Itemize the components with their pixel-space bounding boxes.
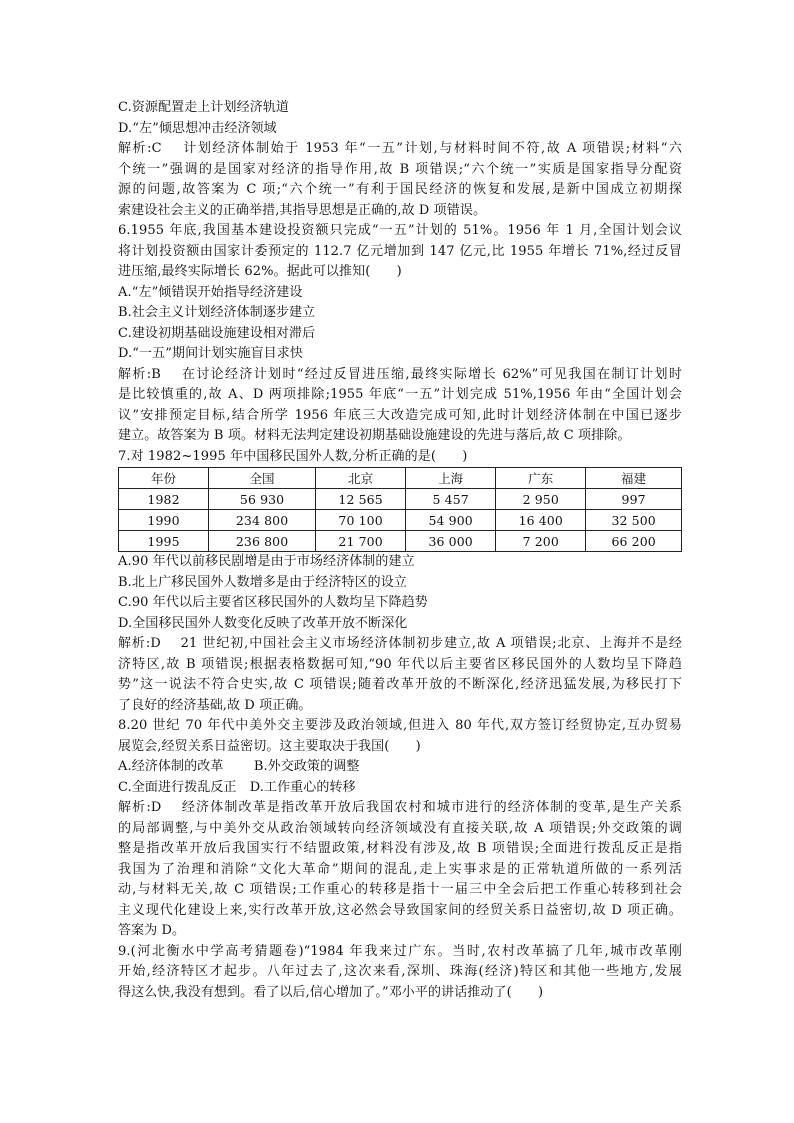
- q9-stem-line: 得这么快,我没有想到。看了以后,信心增加了。”邓小平的讲话推动了( ): [118, 984, 544, 1000]
- table-row: [119, 510, 682, 531]
- question-7: [118, 447, 682, 717]
- table-cell: 5 457: [406, 489, 496, 510]
- q8-stem-line: 8.20 世纪 70 年代中美外交主要涉及政治领域,但进入 80 年代,双方签订经贸协定,互办贸易: [118, 718, 682, 733]
- table-cell: 7 200: [496, 531, 586, 552]
- question-5-tail: [118, 98, 682, 221]
- q5-analysis-line: 索建设社会主义的正确举措,其指导思想是正确的,故 D 项错误。: [118, 202, 487, 218]
- q9-stem-line: 9.(河北衡水中学高考猜题卷)“1984 年我来过广东。当时,农村改革搞了几年,城市改革刚: [118, 943, 682, 959]
- q8-analysis-line: 解析:D 经济体制改革是指改革开放后我国农村和城市进行的经济体制的变革,是生产关系: [118, 800, 682, 815]
- q7-stem: 7.对 1982~1995 年中国移民国外人数,分析正确的是( ): [118, 448, 468, 464]
- q6-analysis-line: 建立。故答案为 B 项。材料无法判定建设初期基础设施建设的先进与落后,故 C 项排除。: [118, 428, 631, 443]
- q6-analysis-line: 解析:B 在讨论经济计划时“经过反冒进压缩,最终实际增长 62%”可见我国在制订计划时: [118, 366, 682, 382]
- table-cell: 1982: [119, 489, 209, 510]
- table-cell: 70 100: [316, 510, 406, 531]
- table-cell: 21 700: [316, 531, 406, 552]
- q8-analysis-line: 动,与材料无关,故 C 项错误;工作重心的转移是指十一届三中全会后把工作重心转移到社会: [118, 882, 682, 897]
- q7-analysis-line: 势”这一说法不符合史实,故 C 项错误;随着改革开放的不断深化,经济迅猛发展,为移民打下: [118, 677, 682, 692]
- table-cell: 66 200: [586, 531, 682, 552]
- emigration-table: [118, 467, 682, 552]
- table-header-cell: 上海: [406, 468, 496, 489]
- q8-analysis-line: 整是指改革开放后我国实行不结盟政策,材料没有涉及,故 B 项错误;全面进行拨乱反正是指: [118, 841, 682, 856]
- table-header-cell: 北京: [316, 468, 406, 489]
- q6-stem-line: 将计划投资额由国家计委预定的 112.7 亿元增加到 147 亿元,比 1955 年增长 71%,经过反冒: [118, 243, 682, 259]
- q6-stem-line: 进压缩,最终实际增长 62%。据此可以推知( ): [118, 264, 402, 279]
- q9-stem-line: 开始,经济特区才起步。八年过去了,这次来看,深圳、珠海(经济)特区和其他一些地方,发展: [118, 964, 682, 979]
- q6-analysis-line: 是比较慎重的,故 A、D 两项排除;1955 年底“一五”计划完成 51%,1956 年由“全国计划会: [118, 387, 682, 402]
- question-8: [118, 716, 682, 942]
- q6-stem-line: 6.1955 年底,我国基本建设投资额只完成“一五”计划的 51%。1956 年 1 月,全国计划会议: [118, 223, 682, 238]
- table-cell: 32 500: [586, 510, 682, 531]
- q8-options-row: A.经济体制的改革 B.外交政策的调整: [118, 759, 360, 774]
- q8-analysis-line: 主义现代化建设上来,实行改革开放,这必然会导致国家间的经贸关系日益密切,故 D 项正确。: [118, 902, 682, 918]
- table-cell: 1995: [119, 531, 209, 552]
- q8-options-row: C.全面进行拨乱反正 D.工作重心的转移: [118, 779, 356, 795]
- q7-option-b: B.北上广移民国外人数增多是由于经济特区的设立: [118, 574, 407, 590]
- q8-stem-line: 展览会,经贸关系日益密切。这主要取决于我国( ): [118, 738, 421, 754]
- table-cell: 997: [586, 489, 682, 510]
- q6-option-a: A.“左”倾错误开始指导经济建设: [118, 284, 303, 300]
- table-cell: 1990: [119, 510, 209, 531]
- q5-analysis-line: 解析:C 计划经济体制始于 1953 年“一五”计划,与材料时间不符,故 A 项错误;材料“六: [118, 141, 682, 156]
- table-row: [119, 531, 682, 552]
- q7-option-c: C.90 年代以后主要省区移民国外的人数均呈下降趋势: [118, 595, 428, 610]
- table-cell: 54 900: [406, 510, 496, 531]
- q6-option-d: D.“一五”期间计划实施盲目求快: [118, 346, 303, 361]
- table-row: [119, 489, 682, 510]
- q7-option-a: A.90 年代以前移民剧增是由于市场经济体制的建立: [118, 554, 415, 569]
- q5-analysis-line: 个统一”强调的是国家对经济的指导作用,故 B 项错误;“六个统一”实质是国家指导分配资: [118, 161, 682, 177]
- table-cell: 36 000: [406, 531, 496, 552]
- table-cell: 16 400: [496, 510, 586, 531]
- question-6: [118, 221, 682, 447]
- table-cell: 12 565: [316, 489, 406, 510]
- table-cell: 56 930: [209, 489, 316, 510]
- table-cell: 236 800: [209, 531, 316, 552]
- table-header-cell: 福建: [586, 468, 682, 489]
- q6-option-c: C.建设初期基础设施建设相对滞后: [118, 325, 316, 341]
- q5-analysis-line: 源的问题,故答案为 C 项;“六个统一”有利于国民经济的恢复和发展,是新中国成立初期探: [118, 182, 682, 197]
- table-header-cell: 广东: [496, 468, 586, 489]
- question-9: [118, 942, 682, 1004]
- q5-option-c: C.资源配置走上计划经济轨道: [118, 100, 290, 115]
- table-header-cell: 全国: [209, 468, 316, 489]
- table-header-row: [119, 468, 682, 489]
- q7-analysis-line: 济特区,故 B 项错误;根据表格数据可知,“90 年代以后主要省区移民国外的人数均呈下降趋: [118, 656, 682, 672]
- q7-analysis-line: 解析:D 21 世纪初,中国社会主义市场经济体制初步建立,故 A 项错误;北京、上海并不是经: [118, 636, 682, 651]
- document-page: [118, 98, 682, 1003]
- table-header-cell: 年份: [119, 468, 209, 489]
- q8-analysis-line: 的局部调整,与中美外交从政治领域转向经济领域没有直接关联,故 A 项错误;外交政策的调: [118, 820, 682, 836]
- q6-option-b: B.社会主义计划经济体制逐步建立: [118, 305, 316, 320]
- table-cell: 2 950: [496, 489, 586, 510]
- q7-analysis-line: 了良好的经济基础,故 D 项正确。: [118, 697, 312, 713]
- q8-analysis-line: 我国为了治理和消除“文化大革命”期间的混乱,走上实事求是的正常轨道所做的一系列活: [118, 861, 682, 877]
- q6-analysis-line: 议”安排预定目标,结合所学 1956 年底三大改造完成可知,此时计划经济体制在中国已逐步: [118, 407, 682, 423]
- q8-analysis-line: 答案为 D。: [118, 923, 186, 938]
- q5-option-d: D.“左”倾思想冲击经济领域: [118, 120, 277, 136]
- q7-option-d: D.全国移民国外人数变化反映了改革开放不断深化: [118, 615, 408, 631]
- table-cell: 234 800: [209, 510, 316, 531]
